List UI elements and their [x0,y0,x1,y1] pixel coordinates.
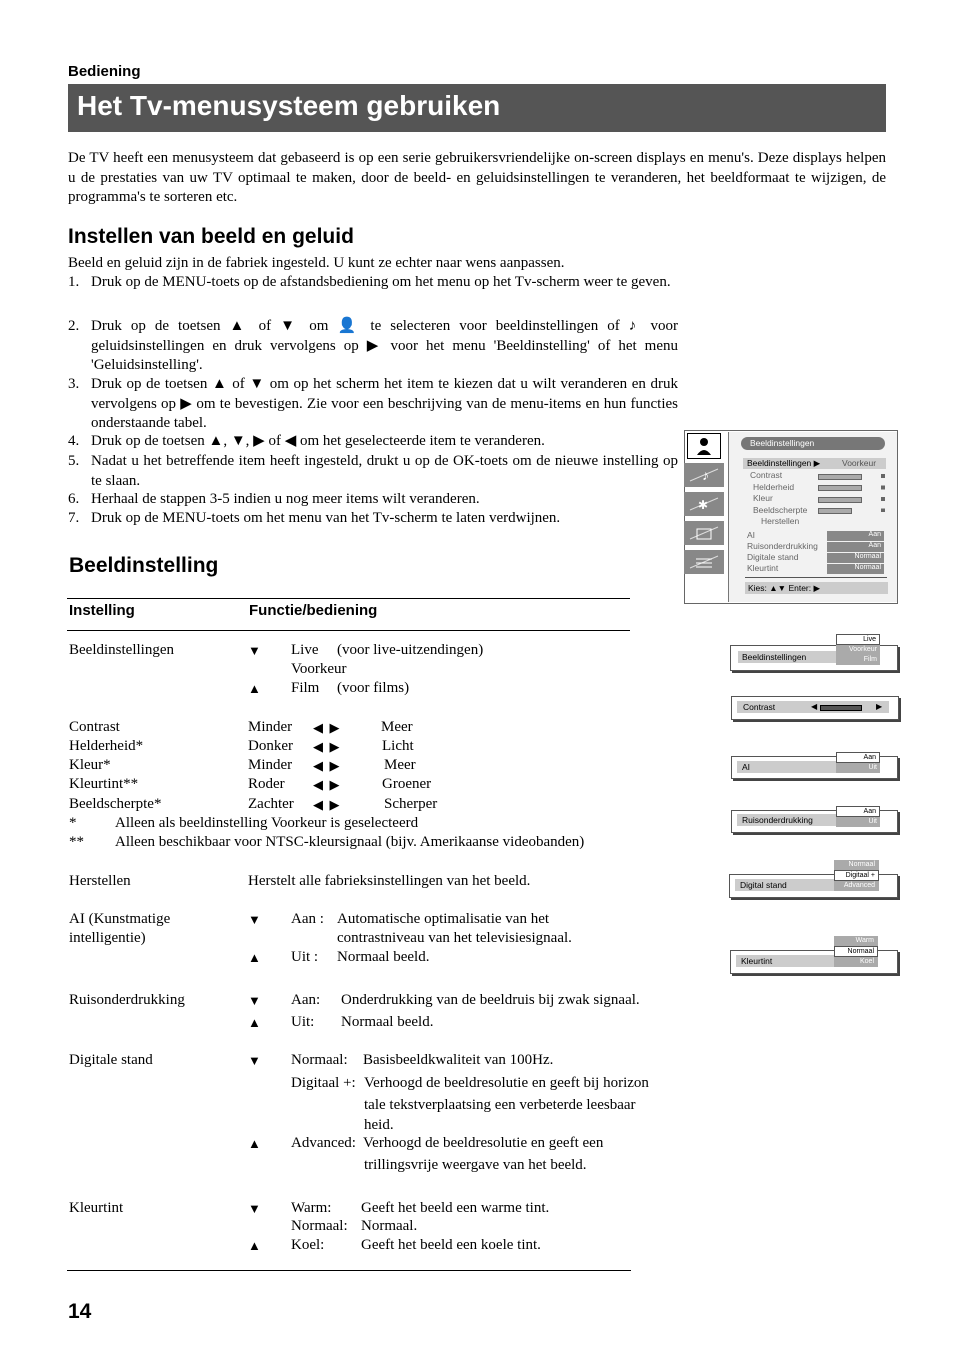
option-desc: Normaal. [361,1218,418,1234]
row-label: Digitale stand [69,1052,153,1068]
option-desc: contrastniveau van het televisiesignaal. [337,930,572,946]
left-right-arrows-icon: ◀ ▶ [313,777,340,792]
osd-slider-kleur[interactable] [818,497,862,503]
osd-value: Aan [827,531,884,541]
option: Live [291,642,319,658]
table-top-rule [67,598,630,599]
popup-option[interactable]: Normaal [834,860,879,870]
up-arrow-icon: ▲ [248,1136,261,1151]
popup-option[interactable]: Uit [836,817,880,827]
svg-text:✱: ✱ [698,498,709,512]
osd-item[interactable]: Beeldscherpte [753,504,808,515]
col-instelling: Instelling [69,602,135,619]
footnote: Alleen als beeldinstelling Voorkeur is geselecteerd [115,815,419,831]
down-arrow-icon: ▼ [248,993,261,1008]
popup-option[interactable]: Koel [834,957,878,967]
osd-slider-contrast[interactable] [818,474,862,480]
osd-divider [745,577,887,578]
popup-label: Digital stand [735,879,839,891]
row-label: intelligentie) [69,930,146,946]
popup-options [834,936,878,967]
heading-instellen: Instellen van beeld en geluid [68,225,354,248]
step-number: 1. [68,274,80,290]
option-desc: tale tekstverplaatsing een verbeterde leesbaar [364,1097,636,1113]
up-arrow-icon: ▲ [248,950,261,965]
osd-slider-ends [881,474,885,512]
step-2 [68,317,678,377]
popup-option[interactable]: Advanced [834,881,879,891]
osd-option-label[interactable]: Kleurtint [747,563,779,573]
page-title: Het Tv-menusysteem gebruiken [77,90,501,121]
option: Voorkeur [291,661,347,677]
step-text: Druk op de toetsen ▲ of ▼ om op het scherm het item te kiezen dat u wilt veranderen en druk vervolgens op ▶ om te bevestigen. Zie voor een beschrijving van de menu-items en hun functies onderstaande tabel. [91,376,678,431]
option: Normaal: [291,1218,348,1234]
right-arrow-icon[interactable]: ▶ [876,702,883,711]
step-text: Druk op de MENU-toets om het menu van het Tv-scherm te laten verdwijnen. [91,510,561,526]
step-text: Herhaal de stappen 3-5 indien u nog meer items wilt veranderen. [91,491,480,507]
osd-sel-value: Voorkeur [842,458,877,468]
osd-value: Aan [827,542,884,552]
osd-slider-scherpte[interactable] [818,508,852,514]
osd-value: Normaal [827,553,884,563]
channel-list-icon [684,550,724,574]
feature-icon [684,492,724,516]
left-arrow-icon[interactable]: ◀ [811,702,818,711]
row-label: Kleurtint [69,1200,124,1216]
popup-option[interactable]: Voorkeur [836,645,880,655]
range-max: Licht [382,738,414,754]
up-arrow-icon: ▲ [248,1238,261,1253]
osd-slider-helderheid[interactable] [818,485,862,491]
option: Koel: [291,1237,325,1253]
step-number: 7. [68,510,80,526]
range-max: Scherper [384,796,438,812]
range-max: Meer [384,757,416,773]
step-text: Druk op de toetsen ▲ of ▼ om 👤 te selecteren voor beeldinstellingen of ♪ voor geluidsinstellingen en druk vervolgens op ▶ voor het menu 'Beeldinstelling' of het menu 'Geluidsinstelling'. [91,318,678,373]
popup-option[interactable]: Live [836,634,880,645]
popup-option[interactable]: Aan [836,752,880,763]
range-min: Roder [248,776,285,792]
up-arrow-icon: ▲ [248,681,261,696]
osd-item[interactable]: Helderheid [753,481,795,492]
table-header-rule [67,630,630,631]
popup-options [836,752,880,773]
left-right-arrows-icon: ◀ ▶ [313,797,340,812]
up-arrow-icon: ▲ [248,1015,261,1030]
osd-items [750,470,807,528]
down-arrow-icon: ▼ [248,1201,261,1216]
range-max: Meer [381,719,413,735]
osd-footer: Kies: ▲▼ Enter: ▶ [745,582,888,594]
option-desc: heid. [364,1117,394,1133]
range-min: Donker [248,738,293,754]
step-number: 4. [68,433,80,449]
step-4 [68,432,678,452]
page-number: 14 [68,1300,92,1323]
popup-slider[interactable] [820,705,862,711]
option: Uit : [291,949,319,965]
down-arrow-icon: ▼ [248,643,261,658]
option-desc: Normaal beeld. [341,1014,434,1030]
option: Warm: [291,1200,332,1216]
col-functie: Functie/bediening [249,602,378,619]
option: Film [291,680,320,696]
popup-label: Kleurtint [736,955,839,967]
option-desc: Geeft het beeld een warme tint. [361,1200,550,1216]
popup-option[interactable]: Digitaal + [834,870,879,881]
row-label: Kleurtint** [69,776,139,792]
osd-option-label[interactable]: AI [747,530,756,540]
option-desc: Geeft het beeld een koele tint. [361,1237,541,1253]
title-bar [68,84,886,132]
section-label: Bediening [68,63,141,80]
step-7 [68,509,678,529]
osd-option-label[interactable]: Ruisonderdrukking [747,541,818,551]
option: Aan: [291,992,321,1008]
step-text: Druk op de MENU-toets op de afstandsbediening om het menu op het Tv-scherm weer te geven. [91,274,671,290]
step-number: 3. [68,376,80,392]
option-desc: Onderdrukking van de beeldruis bij zwak signaal. [341,992,640,1008]
option-desc: trillingsvrije weergave van het beeld. [364,1157,587,1173]
row-label: Ruisonderdrukking [69,992,185,1008]
option-desc: Normaal beeld. [337,949,430,965]
row-label: Beeldscherpte* [69,796,162,812]
step-number: 6. [68,491,80,507]
sound-icon [684,463,724,487]
down-arrow-icon: ▼ [248,1053,261,1068]
osd-option-values [827,531,884,573]
row-label: Contrast [69,719,120,735]
option-desc: Basisbeeldkwaliteit van 100Hz. [363,1052,554,1068]
svg-text:♪: ♪ [702,467,709,483]
heading-beeldinstelling: Beeldinstelling [69,554,219,577]
row-desc: Herstelt alle fabrieksinstellingen van het beeld. [248,873,531,889]
table-bottom-rule [67,1270,631,1271]
instellen-lead: Beeld en geluid zijn in de fabriek ingesteld. U kunt ze echter naar wens aanpassen. [68,255,565,271]
range-max: Groener [382,776,432,792]
popup-options [834,860,879,891]
osd-title: Beeldinstellingen [741,437,885,450]
option-desc: (voor films) [337,680,410,696]
row-label: Kleur* [69,757,111,773]
step-6 [68,490,678,510]
row-label: AI (Kunstmatige [69,911,171,927]
osd-sel-label: Beeldinstellingen ▶ [747,458,821,468]
osd-item[interactable]: Kleur [753,493,773,503]
down-arrow-icon: ▼ [248,912,261,927]
left-right-arrows-icon: ◀ ▶ [313,739,340,754]
osd-value: Normaal [827,564,884,574]
step-3 [68,375,678,435]
option-desc: (voor live-uitzendingen) [337,642,484,658]
popup-label: Beeldinstellingen [738,651,840,663]
osd-item[interactable]: Herstellen [761,516,800,526]
option: Aan : [291,911,324,927]
step-text: Druk op de toetsen ▲, ▼, ▶ of ◀ om het geselecteerde item te veranderen. [91,433,545,449]
option: Uit: [291,1014,315,1030]
option: Digitaal +: [291,1075,356,1091]
left-right-arrows-icon: ◀ ▶ [313,720,340,735]
range-min: Minder [248,757,293,773]
popup-label: Ruisonderdrukking [737,814,841,826]
popup-options [836,634,880,665]
popup-option[interactable]: Uit [836,763,880,773]
popup-option[interactable]: Film [836,655,880,665]
popup-option[interactable]: Warm [834,936,878,946]
range-min: Zachter [248,796,294,812]
footnote: Alleen beschikbaar voor NTSC-kleursignaal (bijv. Amerikaanse videobanden) [115,834,585,850]
option: Normaal: [291,1052,348,1068]
popup-options [836,806,880,827]
setup-icon [684,521,724,545]
left-right-arrows-icon: ◀ ▶ [313,758,340,773]
popup-label: AI [737,761,841,773]
option-desc: Verhoogd de beeldresolutie en geeft bij horizon [364,1075,649,1091]
option-desc: Automatische optimalisatie van het [337,911,550,927]
row-label: Herstellen [69,873,131,889]
step-1 [68,273,678,313]
range-min: Minder [248,719,293,735]
popup-option[interactable]: Aan [836,806,880,817]
osd-options [747,530,818,574]
osd-option-label[interactable]: Digitale stand [747,552,799,562]
intro-paragraph: De TV heeft een menusysteem dat gebaseerd is op een serie gebruikersvriendelijke on-screen displays en menu's. Deze displays helpen u de prestaties van uw TV optimaal te maken, door de beeld- en geluidsinstellingen te veranderen, het beeldformaat te wijzigen, de programma's te sorteren etc. [68,150,886,205]
row-label: Helderheid* [69,738,144,754]
step-5 [68,452,678,492]
popup-option[interactable]: Normaal [834,946,878,957]
picture-icon [687,433,721,459]
option: Advanced: [291,1135,356,1151]
popup-label-text: Contrast [743,702,776,712]
step-number: 2. [68,318,80,334]
footnote-mark: * [69,815,77,831]
osd-item[interactable]: Contrast [750,470,783,480]
step-text: Nadat u het betreffende item heeft ingesteld, drukt u op de OK-toets om de nieuwe instelling op te slaan. [91,453,678,489]
row-label: Beeldinstellingen [69,642,174,658]
step-number: 5. [68,453,80,469]
footnote-mark: ** [69,834,84,850]
osd-selected-row[interactable] [743,458,886,469]
option-desc: Verhoogd de beeldresolutie en geeft een [363,1135,604,1151]
